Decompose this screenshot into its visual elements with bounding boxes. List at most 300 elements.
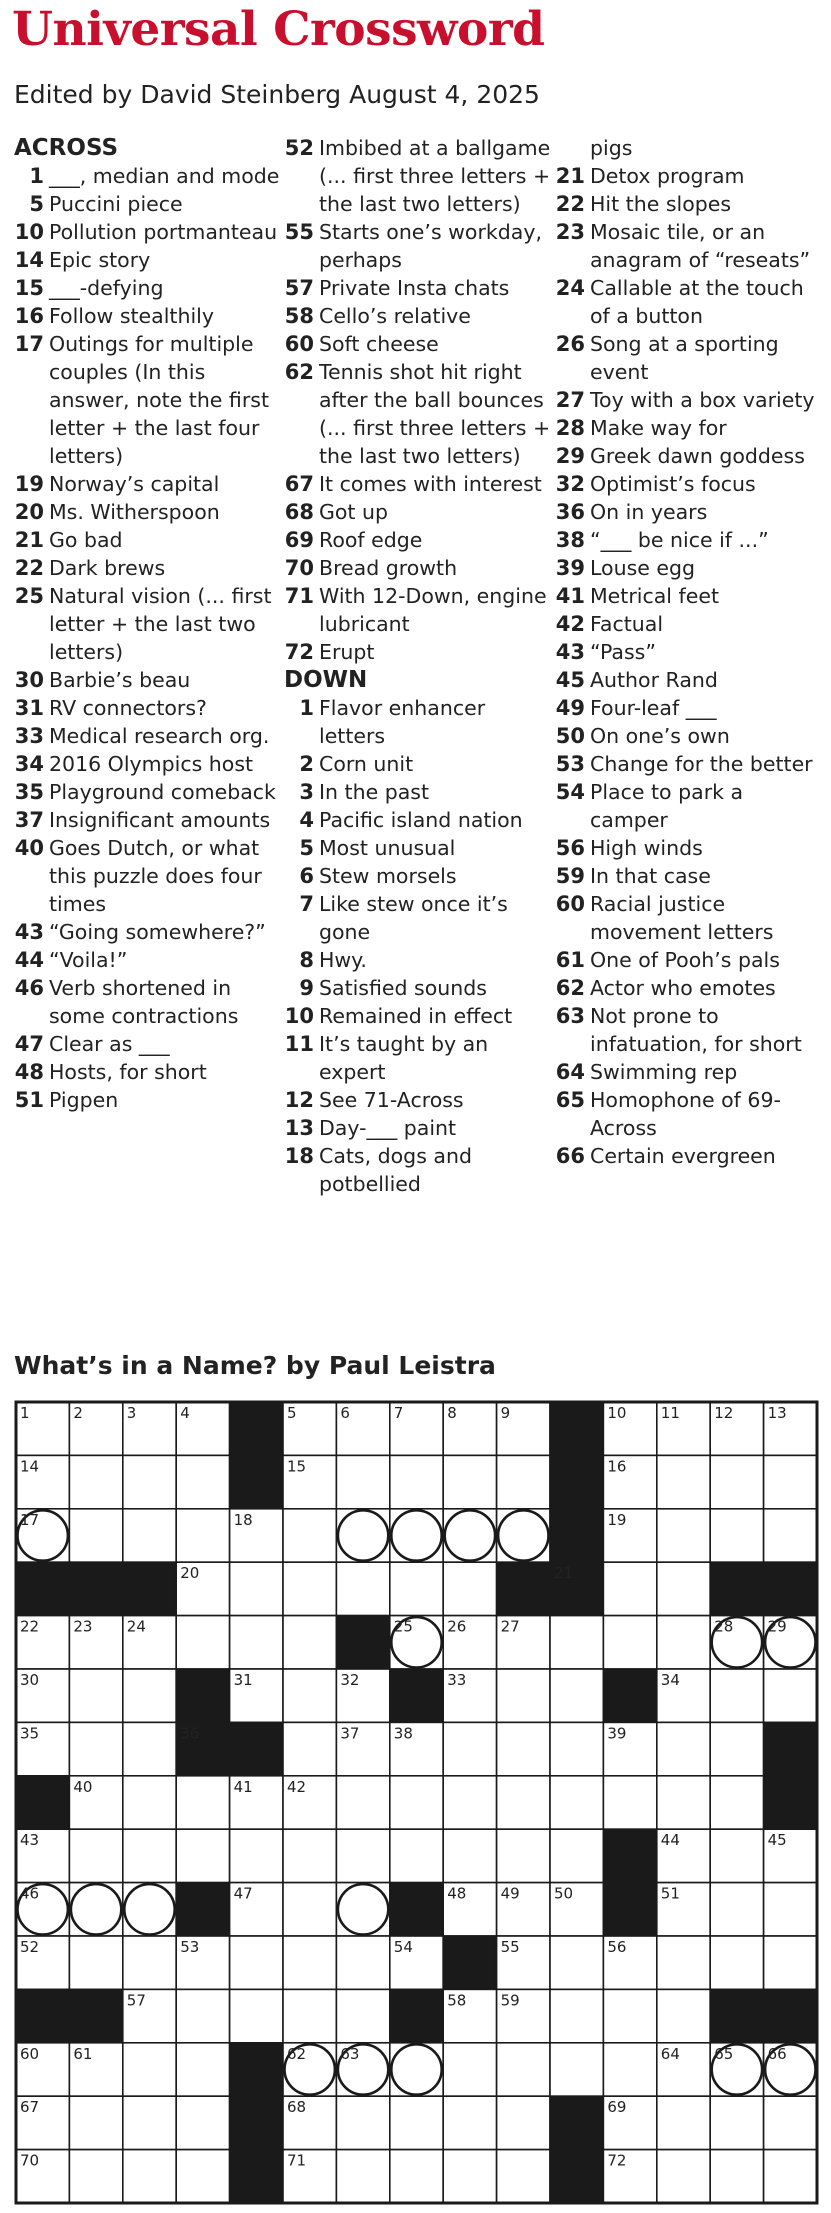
clue-number: 20: [14, 500, 44, 524]
clue-text: RV connectors?: [49, 696, 207, 720]
clue-text: Stew morsels: [319, 864, 457, 888]
clue-text: Ms. Witherspoon: [49, 500, 220, 524]
grid-cell[interactable]: [497, 1776, 550, 1829]
clue-text: Detox program: [590, 164, 745, 188]
across-clue: [14, 330, 282, 470]
clue-column-3: [555, 134, 823, 1170]
clue-number: 14: [14, 248, 44, 272]
down-clue: [284, 862, 552, 890]
grid-cell[interactable]: [710, 1669, 763, 1722]
clue-number: 49: [555, 696, 585, 720]
grid-cell[interactable]: [710, 1776, 763, 1829]
clue-text: Epic story: [49, 248, 151, 272]
clue-number: 12: [284, 1088, 314, 1112]
grid-cell[interactable]: [497, 2150, 550, 2203]
clue-text: Got up: [319, 500, 388, 524]
grid-cell[interactable]: [657, 1455, 710, 1508]
grid-cell[interactable]: [497, 2096, 550, 2149]
grid-cell[interactable]: [603, 1776, 656, 1829]
grid-cell[interactable]: [123, 1669, 176, 1722]
clue-number: 60: [555, 892, 585, 916]
down-clue: [284, 974, 552, 1002]
grid-cell[interactable]: [390, 1455, 443, 1508]
clue-text: Swimming rep: [590, 1060, 738, 1084]
clue-text: On one’s own: [590, 724, 730, 748]
grid-cell[interactable]: [764, 1509, 817, 1562]
grid-cell[interactable]: [764, 1455, 817, 1508]
clue-number: 53: [555, 752, 585, 776]
cell-number: 43: [20, 1831, 40, 1850]
grid-cell[interactable]: [657, 1562, 710, 1615]
clue-number: 5: [299, 836, 314, 860]
grid-cell[interactable]: [283, 1829, 336, 1882]
clue-number: 57: [284, 276, 314, 300]
clue-text-continued: pigs: [590, 136, 633, 160]
cell-number: 27: [500, 1617, 520, 1636]
clue-text: Cello’s relative: [319, 304, 471, 328]
clue-text: It comes with interest: [319, 472, 542, 496]
grid-block: [230, 1722, 283, 1775]
across-clue: [14, 302, 282, 330]
cell-number: 33: [447, 1671, 467, 1689]
clue-number: 18: [284, 1144, 314, 1168]
down-clue: [555, 1142, 823, 1170]
grid-cell[interactable]: [550, 1616, 603, 1669]
grid-cell[interactable]: [550, 1722, 603, 1775]
grid-cell[interactable]: [390, 1562, 443, 1615]
grid-block: [603, 1883, 656, 1936]
across-clue: [14, 218, 282, 246]
grid-cell[interactable]: [550, 1936, 603, 1989]
cell-number: 3: [126, 1404, 137, 1422]
clue-number: 43: [555, 640, 585, 664]
grid-cell[interactable]: [176, 1455, 229, 1508]
grid-cell[interactable]: [283, 1936, 336, 1989]
across-clue: [14, 190, 282, 218]
clue-text: Racial justice movement letters: [590, 892, 774, 944]
cell-number: 29: [767, 1617, 787, 1636]
grid-cell[interactable]: [710, 1722, 763, 1775]
across-clue: [284, 134, 552, 218]
clue-text: ___-defying: [49, 276, 164, 300]
grid-cell[interactable]: [443, 1722, 496, 1775]
grid-cell[interactable]: [69, 2096, 122, 2149]
clue-text: With 12-Down, engine lubricant: [319, 584, 547, 636]
cell-number: 68: [287, 2098, 307, 2117]
grid-cell[interactable]: [336, 1455, 389, 1508]
clue-text: Pollution portmanteau: [49, 220, 278, 244]
clue-text: Verb shortened in some contractions: [49, 976, 239, 1028]
grid-cell[interactable]: [443, 2150, 496, 2203]
clue-number: 4: [299, 808, 314, 832]
clue-text: It’s taught by an expert: [319, 1032, 489, 1084]
grid-cell[interactable]: [657, 1616, 710, 1669]
grid-cell[interactable]: [710, 1883, 763, 1936]
grid-cell[interactable]: [336, 1829, 389, 1882]
grid-cell[interactable]: [764, 2150, 817, 2203]
cell-number: 64: [660, 2044, 680, 2063]
across-heading: ACROSS: [14, 135, 119, 161]
grid-cell[interactable]: [176, 1509, 229, 1562]
grid-cell[interactable]: [390, 1776, 443, 1829]
grid-cell[interactable]: [710, 2096, 763, 2149]
grid-cell[interactable]: [176, 1829, 229, 1882]
down-clue: [555, 694, 823, 722]
cell-number: 44: [660, 1831, 680, 1850]
clue-text: Hosts, for short: [49, 1060, 207, 1084]
grid-cell[interactable]: [603, 2043, 656, 2096]
grid-cell[interactable]: [764, 1936, 817, 1989]
cell-number: 58: [447, 1991, 467, 2010]
clue-text: Go bad: [49, 528, 123, 552]
clue-text: Four-leaf ___: [590, 696, 717, 720]
clue-number: 22: [555, 192, 585, 216]
clue-text: Barbie’s beau: [49, 668, 191, 692]
cell-number: 45: [767, 1831, 787, 1850]
clue-number: 28: [555, 416, 585, 440]
cell-number: 9: [500, 1404, 511, 1422]
clue-number: 25: [14, 584, 44, 608]
grid-cell[interactable]: [497, 1669, 550, 1722]
grid-cell[interactable]: [657, 2150, 710, 2203]
down-clue: [555, 190, 823, 218]
clue-text: Insignificant amounts: [49, 808, 271, 832]
across-clue: [14, 274, 282, 302]
grid-cell[interactable]: [123, 2150, 176, 2203]
grid-cell[interactable]: [336, 1776, 389, 1829]
cell-number: 51: [660, 1884, 680, 1903]
grid-cell[interactable]: [230, 1562, 283, 1615]
down-clue: [284, 750, 552, 778]
cell-number: 32: [340, 1671, 360, 1689]
grid-cell[interactable]: [176, 1776, 229, 1829]
cell-number: 23: [73, 1617, 93, 1636]
cell-number: 50: [554, 1884, 574, 1903]
clue-number: 59: [555, 864, 585, 888]
clue-number: 17: [14, 332, 44, 356]
grid-cell[interactable]: [283, 1669, 336, 1722]
grid-cell[interactable]: [123, 1509, 176, 1562]
clue-number: 5: [29, 192, 44, 216]
clue-text: See 71-Across: [319, 1088, 464, 1112]
grid-cell[interactable]: [550, 2043, 603, 2096]
grid-cell[interactable]: [657, 1776, 710, 1829]
clue-number: 16: [14, 304, 44, 328]
across-clue: [14, 1030, 282, 1058]
grid-block: [764, 1722, 817, 1775]
clue-number: 66: [555, 1144, 585, 1168]
grid-cell[interactable]: [69, 1722, 122, 1775]
cell-number: 56: [607, 1938, 627, 1956]
down-clue: [555, 470, 823, 498]
clue-number: 32: [555, 472, 585, 496]
grid-cell[interactable]: [710, 1455, 763, 1508]
down-clue: [555, 1058, 823, 1086]
across-clue: [14, 582, 282, 666]
clue-number: 22: [14, 556, 44, 580]
grid-cell[interactable]: [123, 1455, 176, 1508]
clue-text: Pacific island nation: [319, 808, 523, 832]
across-clue: [14, 498, 282, 526]
cell-number: 17: [20, 1510, 40, 1529]
clue-text: Follow stealthily: [49, 304, 214, 328]
grid-cell[interactable]: [550, 1669, 603, 1722]
grid-cell[interactable]: [123, 1829, 176, 1882]
grid-block: [497, 1562, 550, 1615]
cell-number: 28: [714, 1617, 734, 1636]
puzzle-title: What’s in a Name? by Paul Leistra: [14, 1351, 496, 1380]
crossword-grid: [14, 1400, 820, 2206]
cell-number: 2: [73, 1404, 83, 1422]
across-clue: [14, 806, 282, 834]
grid-cell[interactable]: [336, 1989, 389, 2042]
clue-text: Author Rand: [590, 668, 718, 692]
down-clue: [555, 666, 823, 694]
clue-number: 2: [299, 752, 314, 776]
grid-cell[interactable]: [657, 1722, 710, 1775]
down-clue: [555, 778, 823, 834]
down-clue: [555, 834, 823, 862]
clue-number: 35: [14, 780, 44, 804]
cell-number: 55: [500, 1938, 520, 1956]
cell-number: 47: [233, 1884, 253, 1903]
grid-cell[interactable]: [390, 2150, 443, 2203]
grid-cell[interactable]: [603, 1562, 656, 1615]
grid-cell[interactable]: [283, 1883, 336, 1936]
clue-text: Like stew once it’s gone: [319, 892, 508, 944]
clue-number: 48: [14, 1060, 44, 1084]
across-clue: [14, 162, 282, 190]
across-clue: [14, 694, 282, 722]
cell-number: 42: [287, 1777, 307, 1796]
grid-cell[interactable]: [550, 1829, 603, 1882]
clue-number: 62: [555, 976, 585, 1000]
clue-number: 1: [29, 164, 44, 188]
grid-cell[interactable]: [69, 1669, 122, 1722]
clue-number: 9: [299, 976, 314, 1000]
down-clue: [555, 274, 823, 330]
clue-number: 11: [284, 1032, 314, 1056]
cell-number: 22: [20, 1617, 40, 1636]
grid-cell[interactable]: [283, 1722, 336, 1775]
grid-cell[interactable]: [710, 1509, 763, 1562]
grid-block: [390, 1669, 443, 1722]
clue-number: 7: [299, 892, 314, 916]
clue-text: Puccini piece: [49, 192, 183, 216]
grid-cell[interactable]: [176, 2096, 229, 2149]
clue-number: 33: [14, 724, 44, 748]
clue-text: Greek dawn goddess: [590, 444, 805, 468]
across-clue: [14, 246, 282, 274]
clue-text: Norway’s capital: [49, 472, 220, 496]
grid-block: [176, 1669, 229, 1722]
grid-cell[interactable]: [443, 1776, 496, 1829]
cell-number: 8: [447, 1404, 457, 1422]
grid-cell[interactable]: [176, 1616, 229, 1669]
down-clue: [555, 162, 823, 190]
grid-block: [550, 2096, 603, 2149]
clue-number: 68: [284, 500, 314, 524]
clue-text: In that case: [590, 864, 711, 888]
grid-block: [710, 1562, 763, 1615]
grid-cell[interactable]: [497, 1722, 550, 1775]
cell-number: 6: [340, 1404, 350, 1422]
grid-cell[interactable]: [230, 1616, 283, 1669]
grid-cell[interactable]: [764, 1669, 817, 1722]
grid-cell[interactable]: [497, 2043, 550, 2096]
grid-cell[interactable]: [443, 1455, 496, 1508]
grid-cell[interactable]: [603, 1989, 656, 2042]
grid-cell[interactable]: [336, 2096, 389, 2149]
cell-number: 60: [20, 2044, 40, 2063]
grid-cell[interactable]: [657, 1509, 710, 1562]
cell-number: 15: [287, 1457, 307, 1476]
grid-cell[interactable]: [443, 1562, 496, 1615]
clue-text: Outings for multiple couples (In this answer, note the first letter + the last four letters): [49, 332, 269, 468]
grid-cell[interactable]: [123, 2043, 176, 2096]
clue-number: 38: [555, 528, 585, 552]
clue-text: Playground comeback: [49, 780, 276, 804]
down-clue: [555, 218, 823, 274]
cell-number: 71: [287, 2151, 307, 2170]
cell-number: 57: [126, 1991, 146, 2010]
clue-text: Callable at the touch of a button: [590, 276, 804, 328]
clue-text: Place to park a camper: [590, 780, 744, 832]
grid-cell[interactable]: [176, 2150, 229, 2203]
cell-number: 21: [554, 1564, 574, 1583]
cell-number: 11: [660, 1404, 680, 1422]
clue-number: 8: [299, 948, 314, 972]
clue-text: Most unusual: [319, 836, 456, 860]
clue-number: 54: [555, 780, 585, 804]
cell-number: 37: [340, 1724, 360, 1743]
grid-cell[interactable]: [390, 2096, 443, 2149]
down-clue: [555, 554, 823, 582]
grid-cell[interactable]: [230, 1989, 283, 2042]
across-clue: [14, 526, 282, 554]
grid-cell[interactable]: [710, 1936, 763, 1989]
cell-number: 1: [20, 1404, 30, 1422]
clue-number: 60: [284, 332, 314, 356]
clue-number: 71: [284, 584, 314, 608]
clue-text: 2016 Olympics host: [49, 752, 254, 776]
across-clue: [14, 974, 282, 1030]
grid-cell[interactable]: [69, 1936, 122, 1989]
down-clue: [284, 806, 552, 834]
grid-cell[interactable]: [123, 1936, 176, 1989]
grid-block: [550, 1455, 603, 1508]
grid-cell[interactable]: [176, 2043, 229, 2096]
grid-cell[interactable]: [283, 1616, 336, 1669]
grid-cell[interactable]: [443, 2096, 496, 2149]
clue-text: “Going somewhere?”: [49, 920, 266, 944]
grid-cell[interactable]: [69, 1509, 122, 1562]
across-clue: [14, 918, 282, 946]
grid-cell[interactable]: [283, 1989, 336, 2042]
grid-cell[interactable]: [336, 1562, 389, 1615]
clue-text: Satisfied sounds: [319, 976, 487, 1000]
grid-block: [69, 1562, 122, 1615]
cell-number: 62: [287, 2044, 307, 2063]
grid-cell[interactable]: [710, 2150, 763, 2203]
cell-number: 18: [233, 1510, 253, 1529]
grid-cell[interactable]: [283, 1509, 336, 1562]
across-clue: [284, 638, 552, 666]
clue-column-2: [284, 134, 552, 1198]
grid-block: [123, 1562, 176, 1615]
grid-cell[interactable]: [69, 1829, 122, 1882]
across-clue: [14, 470, 282, 498]
grid-cell[interactable]: [390, 1829, 443, 1882]
grid-cell[interactable]: [550, 1776, 603, 1829]
grid-cell[interactable]: [710, 1829, 763, 1882]
down-clue: [555, 722, 823, 750]
cell-number: 61: [73, 2044, 93, 2063]
grid-cell[interactable]: [657, 2096, 710, 2149]
clue-number: 42: [555, 612, 585, 636]
down-clue: [555, 442, 823, 470]
across-clue: [14, 666, 282, 694]
grid-cell[interactable]: [603, 1616, 656, 1669]
grid-cell[interactable]: [176, 1989, 229, 2042]
clue-text: Dark brews: [49, 556, 166, 580]
grid-cell[interactable]: [230, 1936, 283, 1989]
cell-number: 52: [20, 1938, 40, 1956]
grid-cell[interactable]: [443, 2043, 496, 2096]
grid-cell[interactable]: [230, 1829, 283, 1882]
grid-cell[interactable]: [283, 1562, 336, 1615]
grid-block: [176, 1883, 229, 1936]
grid-block: [764, 1776, 817, 1829]
clue-number: 34: [14, 752, 44, 776]
clue-text: Toy with a box variety: [590, 388, 815, 412]
grid-cell[interactable]: [336, 2150, 389, 2203]
grid-block: [603, 1669, 656, 1722]
down-clue: [555, 330, 823, 386]
grid-cell[interactable]: [123, 1722, 176, 1775]
grid-cell[interactable]: [123, 2096, 176, 2149]
clue-number: 19: [14, 472, 44, 496]
down-clue: [555, 890, 823, 946]
cell-number: 16: [607, 1457, 627, 1476]
grid-cell[interactable]: [657, 1989, 710, 2042]
cell-number: 48: [447, 1884, 467, 1903]
grid-cell[interactable]: [69, 1455, 122, 1508]
clue-text: Flavor enhancer letters: [319, 696, 486, 748]
clue-text: “___ be nice if ...”: [590, 528, 769, 552]
cell-number: 49: [500, 1884, 520, 1903]
grid-cell[interactable]: [657, 1936, 710, 1989]
grid-cell[interactable]: [443, 1829, 496, 1882]
down-clue: [555, 946, 823, 974]
grid-cell[interactable]: [497, 1455, 550, 1508]
down-clue: [284, 694, 552, 750]
cell-number: 53: [180, 1938, 200, 1956]
grid-cell[interactable]: [336, 1936, 389, 1989]
down-clue: [284, 1002, 552, 1030]
cell-number: 30: [20, 1671, 40, 1689]
grid-cell[interactable]: [550, 1989, 603, 2042]
grid-cell[interactable]: [123, 1776, 176, 1829]
clue-text: Day-___ paint: [319, 1116, 457, 1140]
grid-cell[interactable]: [69, 2150, 122, 2203]
grid-block: [69, 1989, 122, 2042]
grid-cell[interactable]: [764, 2096, 817, 2149]
cell-number: 14: [20, 1457, 40, 1476]
clue-number: 46: [14, 976, 44, 1000]
grid-cell[interactable]: [764, 1883, 817, 1936]
grid-cell[interactable]: [497, 1829, 550, 1882]
